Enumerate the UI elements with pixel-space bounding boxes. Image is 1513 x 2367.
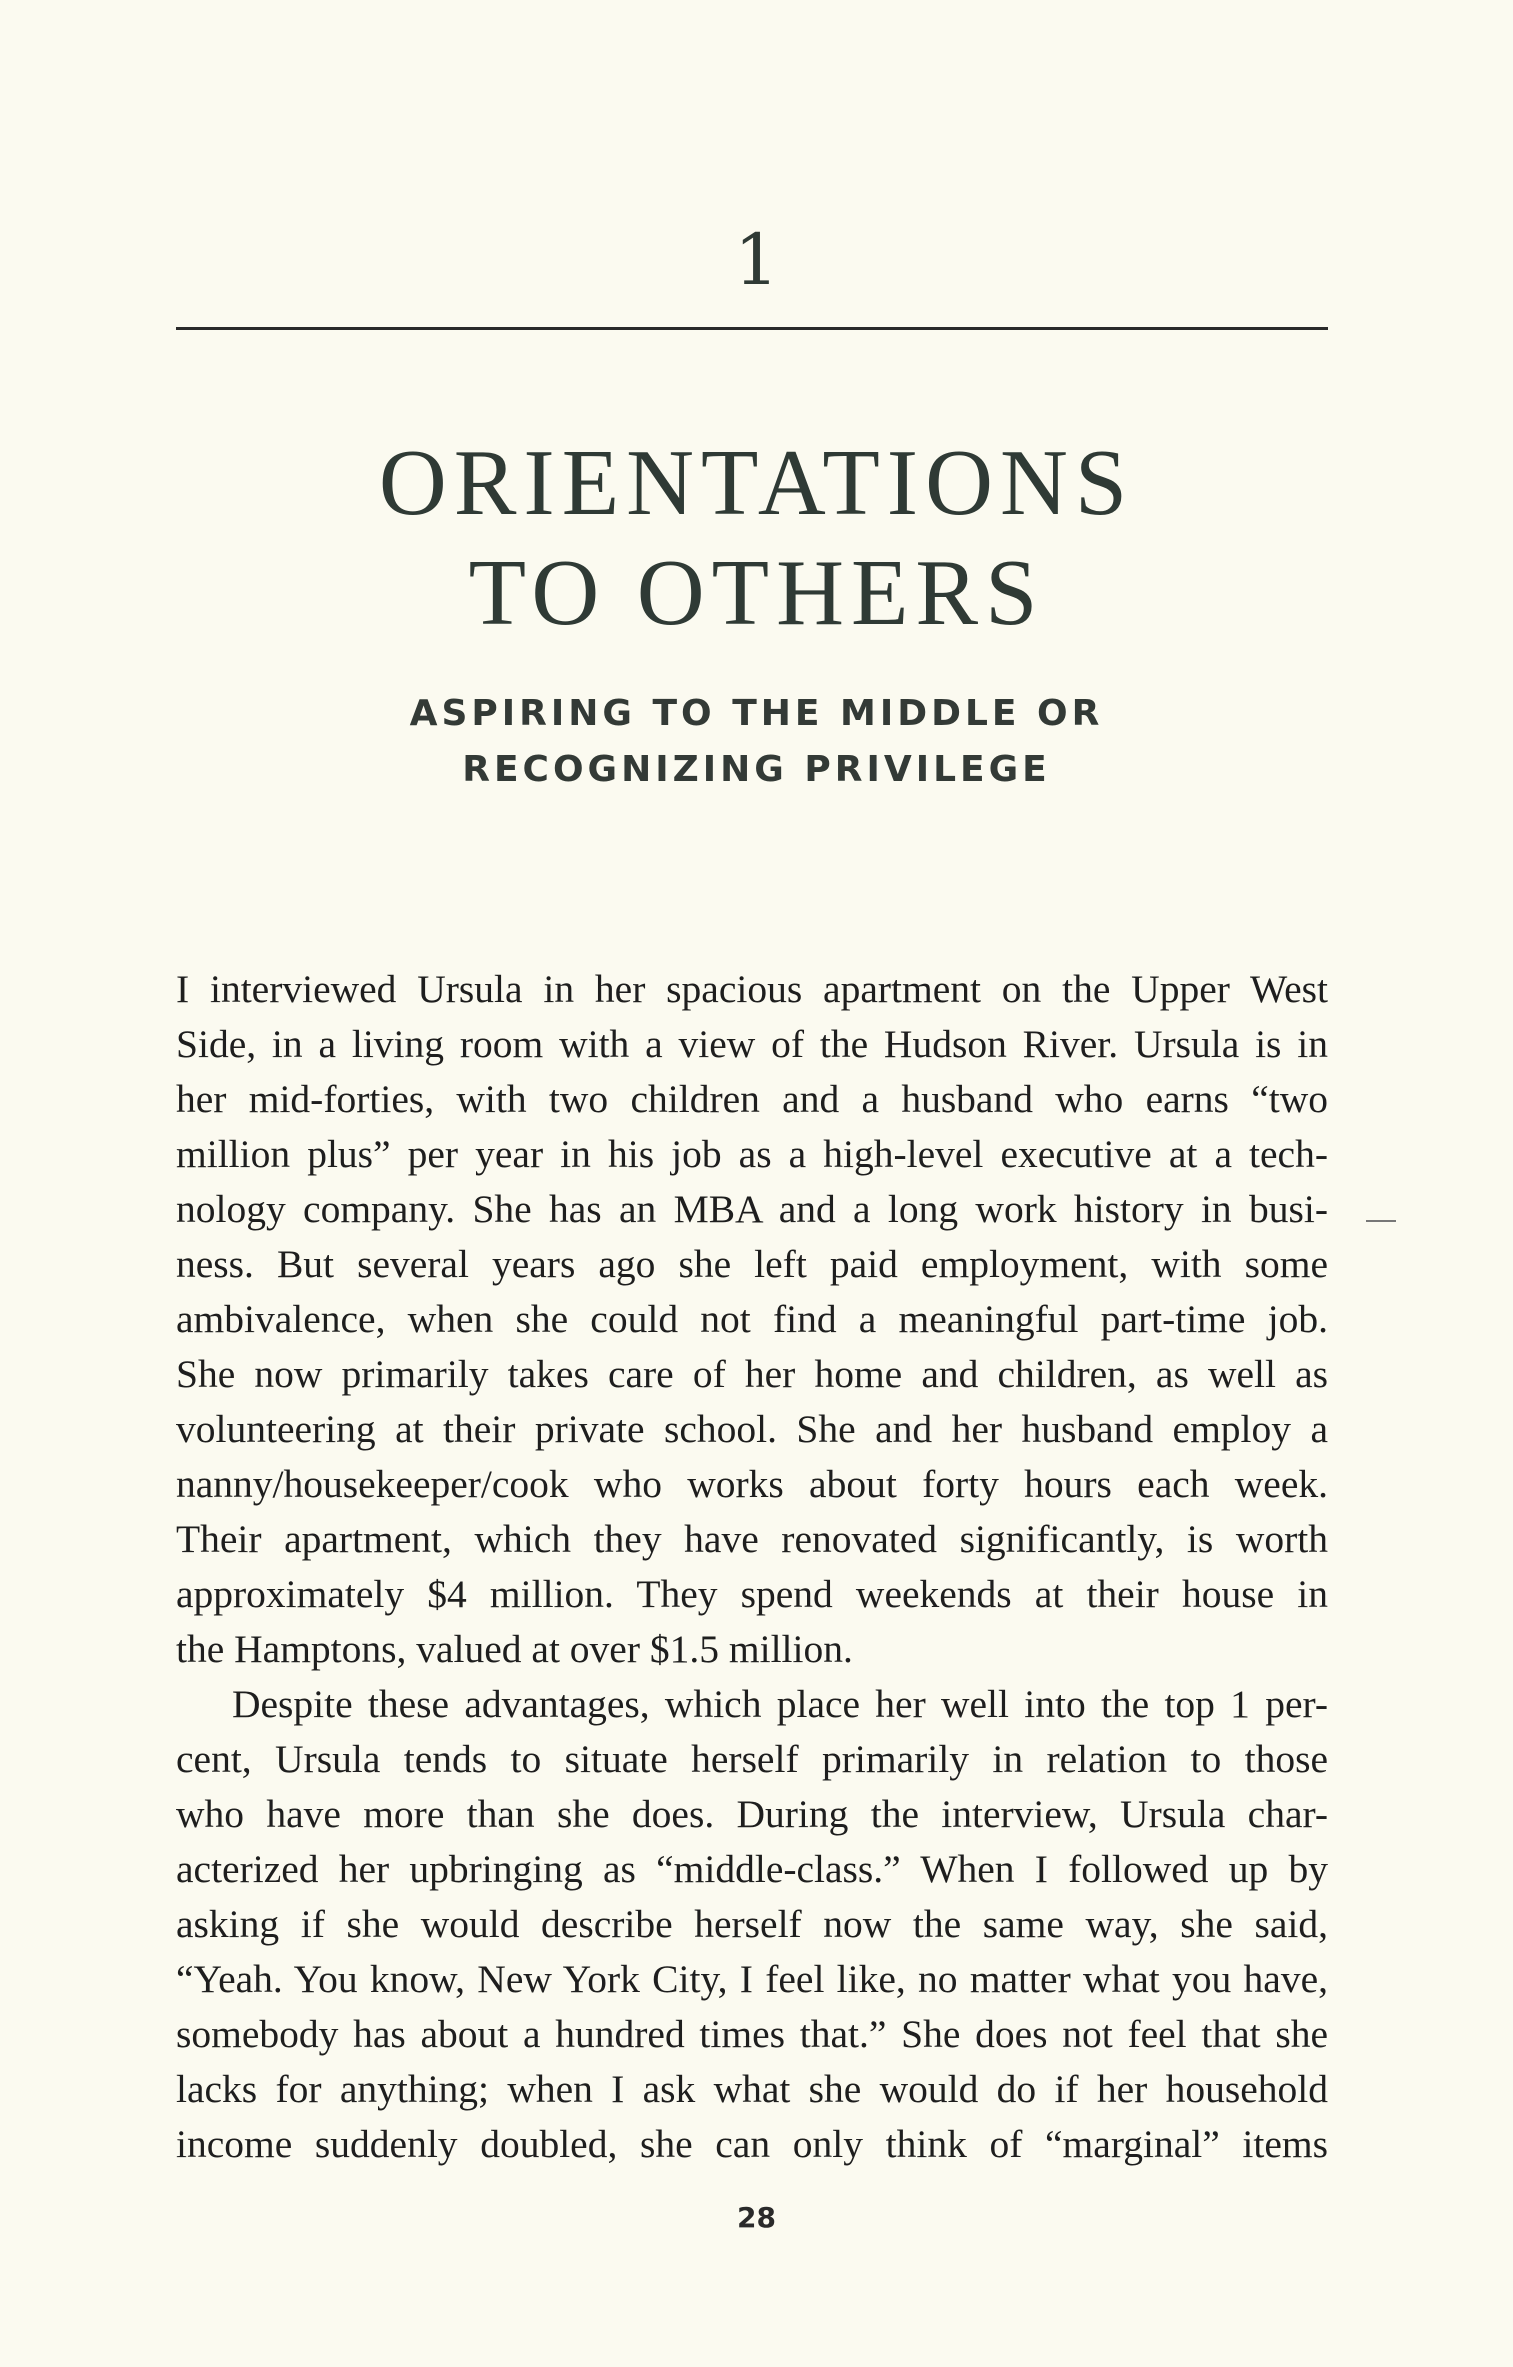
chapter-subtitle-line: ASPIRING TO THE MIDDLE OR (409, 693, 1104, 734)
text-line: nology company. She has an MBA and a long work history in busi- (176, 1187, 1328, 1231)
text-line: somebody has about a hundred times that.” She does not feel that she (176, 2012, 1328, 2056)
paragraph-1 (176, 962, 1328, 1677)
chapter-divider (176, 327, 1328, 330)
text-line: volunteering at their private school. She and her husband employ a (176, 1407, 1328, 1451)
body-text (176, 962, 1328, 2172)
page-number: 28 (737, 2201, 776, 2234)
text-line: cent, Ursula tends to situate herself primarily in relation to those (176, 1737, 1328, 1781)
chapter-title-line: TO OTHERS (468, 541, 1045, 645)
text-line: approximately $4 million. They spend weekends at their house in (176, 1572, 1328, 1616)
chapter-number: 1 (734, 219, 779, 301)
text-line: Despite these advantages, which place her well into the top 1 per- (232, 1682, 1328, 1726)
text-line: ambivalence, when she could not find a meaningful part-time job. (176, 1297, 1328, 1341)
text-line: who have more than she does. During the interview, Ursula char- (176, 1792, 1328, 1836)
text-line: asking if she would describe herself now the same way, she said, (176, 1902, 1328, 1946)
text-line: income suddenly doubled, she can only think of “marginal” items (176, 2122, 1328, 2166)
text-line: her mid-forties, with two children and a husband who earns “two (176, 1077, 1328, 1121)
text-line: I interviewed Ursula in her spacious apartment on the Upper West (176, 967, 1328, 1011)
text-line: She now primarily takes care of her home and children, as well as (176, 1352, 1328, 1396)
chapter-title-line: ORIENTATIONS (378, 431, 1135, 535)
chapter-subtitle (0, 686, 1513, 798)
paragraph-2 (176, 1677, 1328, 2172)
text-line: “Yeah. You know, New York City, I feel like, no matter what you have, (176, 1957, 1328, 2001)
text-line: Their apartment, which they have renovated significantly, is worth (176, 1517, 1328, 1561)
chapter-subtitle-line: RECOGNIZING PRIVILEGE (462, 749, 1051, 790)
text-line: lacks for anything; when I ask what she would do if her household (176, 2067, 1328, 2111)
margin-scan-mark (1366, 1220, 1396, 1222)
text-line: the Hamptons, valued at over $1.5 million. (176, 1627, 853, 1671)
text-line: million plus” per year in his job as a high-level executive at a tech- (176, 1132, 1328, 1176)
text-line: acterized her upbringing as “middle-class.” When I followed up by (176, 1847, 1328, 1891)
text-line: ness. But several years ago she left paid employment, with some (176, 1242, 1328, 1286)
chapter-title (0, 428, 1513, 648)
text-line: Side, in a living room with a view of the Hudson River. Ursula is in (176, 1022, 1328, 1066)
text-line: nanny/housekeeper/cook who works about forty hours each week. (176, 1462, 1328, 1506)
